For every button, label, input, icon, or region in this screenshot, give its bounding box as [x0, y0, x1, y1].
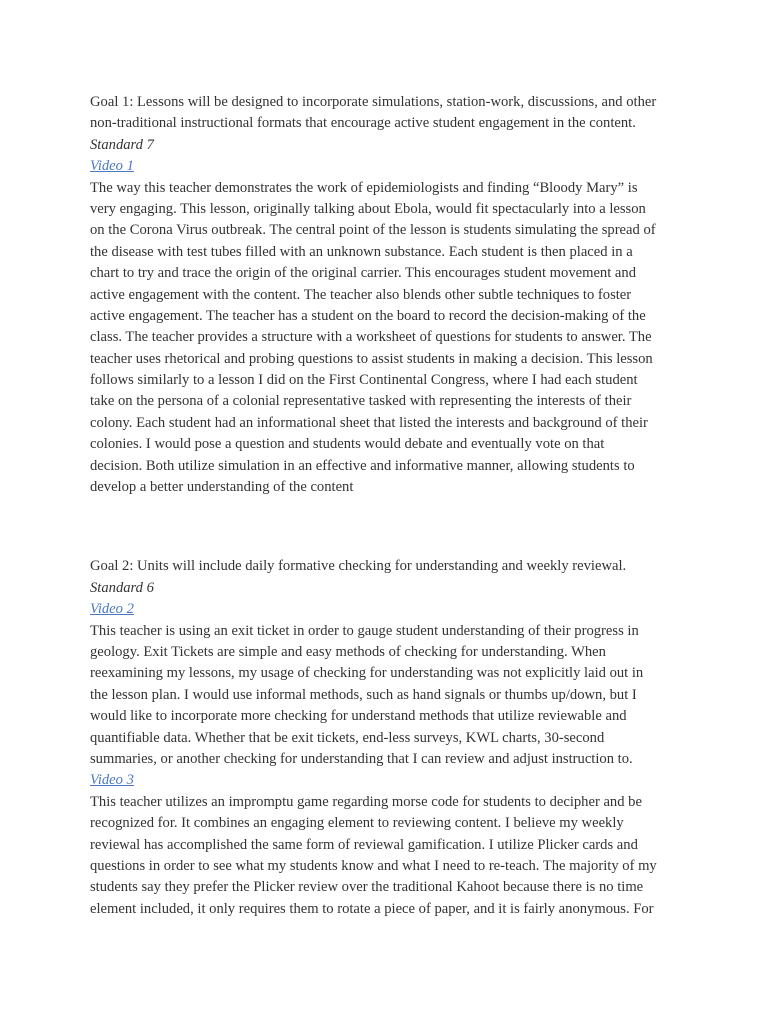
- goal-1-body: [90, 178, 680, 499]
- video-3-body: [90, 792, 680, 920]
- body-line: on the Corona Virus outbreak. The central point of the lesson is students simulating the spread of: [90, 222, 656, 239]
- body-line: decision. Both utilize simulation in an effective and informative manner, allowing students to: [90, 457, 635, 474]
- video-2-link[interactable]: Video 2: [90, 601, 134, 618]
- body-line: students say they prefer the Plicker review over the traditional Kahoot because there is no time: [90, 879, 644, 896]
- body-line: develop a better understanding of the content: [90, 479, 354, 496]
- goal-2-section: [90, 556, 680, 920]
- body-line: class. The teacher provides a structure with a worksheet of questions for students to answer. The: [90, 329, 652, 346]
- body-line: colonies. I would pose a question and students would debate and eventually vote on that: [90, 436, 605, 453]
- body-line: The way this teacher demonstrates the work of epidemiologists and finding “Bloody Mary” is: [90, 179, 638, 196]
- body-line: This teacher utilizes an impromptu game regarding morse code for students to decipher and be: [90, 793, 642, 810]
- body-line: reviewal has accomplished the same form of reviewal gamification. I utilize Plicker cards and: [90, 836, 638, 853]
- body-line: recognized for. It combines an engaging element to reviewing content. I believe my weekly: [90, 815, 624, 832]
- goal-1-standard: Standard 7: [90, 136, 154, 153]
- body-line: active engagement. The teacher has a student on the board to record the decision-making of the: [90, 307, 646, 324]
- body-line: active engagement with the content. The teacher also blends other subtle techniques to foster: [90, 286, 632, 303]
- body-line: the lesson plan. I would use informal methods, such as hand signals or thumbs up/down, but I: [90, 686, 637, 703]
- body-line: This teacher is using an exit ticket in order to gauge student understanding of their progress in: [90, 622, 639, 639]
- video-2-body: [90, 621, 680, 771]
- body-line: element included, it only requires them to rotate a piece of paper, and it is fairly anonymous. For: [90, 900, 654, 917]
- section-spacer: [90, 498, 680, 556]
- body-line: would like to incorporate more checking for understand methods that utilize reviewable and: [90, 708, 627, 725]
- body-line: geology. Exit Tickets are simple and easy methods of checking for understanding. When: [90, 643, 606, 660]
- goal-2-heading: Goal 2: Units will include daily formative checking for understanding and weekly reviewal.: [90, 558, 627, 575]
- document-page: [90, 92, 680, 920]
- body-line: teacher uses rhetorical and probing questions to assist students in making a decision. This lesson: [90, 350, 653, 367]
- body-line: summaries, or another checking for understanding that I can review and adjust instruction to.: [90, 750, 633, 767]
- goal-1-heading-line: non-traditional instructional formats that encourage active student engagement in the content.: [90, 115, 636, 132]
- body-line: take on the persona of a colonial representative tasked with representing the interests of their: [90, 393, 632, 410]
- body-line: follows similarly to a lesson I did on the First Continental Congress, where I had each student: [90, 372, 638, 389]
- body-line: quantifiable data. Whether that be exit tickets, end-less surveys, KWL charts, 30-second: [90, 729, 605, 746]
- body-line: the disease with test tubes filled with an unknown substance. Each student is then placed in a: [90, 243, 633, 260]
- goal-1-section: [90, 92, 680, 498]
- body-line: questions in order to see what my students know and what I need to re-teach. The majority of my: [90, 857, 657, 874]
- body-line: chart to try and trace the origin of the original carrier. This encourages student movement and: [90, 265, 636, 282]
- body-line: very engaging. This lesson, originally talking about Ebola, would fit spectacularly into a lesson: [90, 200, 646, 217]
- video-3-link[interactable]: Video 3: [90, 772, 134, 789]
- body-line: reexamining my lessons, my usage of checking for understanding was not explicitly laid out in: [90, 665, 644, 682]
- goal-1-heading-line: Goal 1: Lessons will be designed to incorporate simulations, station-work, discussions, and other: [90, 94, 657, 110]
- video-1-link[interactable]: Video 1: [90, 158, 134, 175]
- goal-2-standard: Standard 6: [90, 579, 154, 596]
- body-line: colony. Each student had an informational sheet that listed the interests and background of their: [90, 414, 648, 431]
